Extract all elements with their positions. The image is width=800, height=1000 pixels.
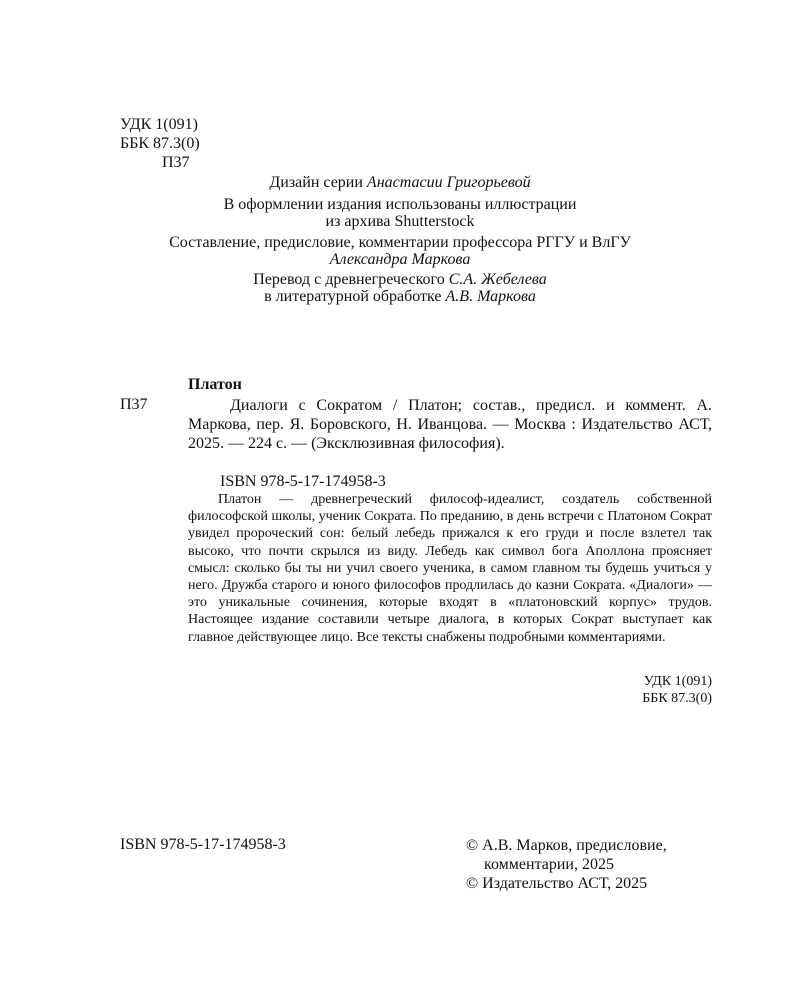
udk-code: УДК 1(091) bbox=[120, 116, 198, 133]
translator-name: С.А. Жебелева bbox=[448, 271, 547, 288]
bib-description: Диалоги с Сократом / Платон; состав., предисл. и коммент. А. Маркова, пер. Я. Боровского, Н. Иванцова. — Москва : Издательство АСТ, 2025. — 224 с. — (Эксклюзивная философия). bbox=[188, 397, 712, 452]
design-name: Анастасии Григорьевой bbox=[366, 174, 531, 191]
illustrations-credit-line1: В оформлении издания использованы иллюстрации bbox=[223, 196, 577, 213]
copyright-block bbox=[466, 836, 667, 893]
bbk-code: ББК 87.3(0) bbox=[120, 135, 200, 152]
illustrations-credit-line2: из архива Shutterstock bbox=[325, 213, 475, 230]
copyright-line-1: © А.В. Марков, предисловие, bbox=[466, 837, 667, 854]
translation-label: Перевод с древнегреческого bbox=[253, 271, 445, 288]
footer-isbn: ISBN 978-5-17-174958-3 bbox=[120, 836, 286, 853]
classification-block-bottom bbox=[540, 673, 712, 707]
bib-bbk-code: ББК 87.3(0) bbox=[642, 691, 712, 706]
annotation-paragraph: Платон — древнегреческий философ-идеалист, создатель собственной философской школы, ученик Сократа. По преданию, в день встречи с Платоном Сократ увидел пророческий сон: белый лебедь прижался к его груди и после взлетел так высоко, что почти скрылся из виду. Лебедь как символ бога Аполлона проясняет смысл: сколько бы ты ни учил своего ученика, в самом главном ты будешь учиться у него. Дружба старого и юного философов продлилась до казни Сократа. «Диалоги» — это уникальные сочинения, которые входят в «платоновский корпус» трудов. Настоящее издание составили четыре диалога, в которых Сократ выступает как главное действующее лицо. Все тексты снабжены подробными комментариями. bbox=[188, 492, 712, 645]
series-design-credit bbox=[0, 174, 800, 192]
bib-isbn: ISBN 978-5-17-174958-3 bbox=[220, 473, 386, 490]
adaptation-credit bbox=[0, 288, 800, 306]
design-label: Дизайн серии bbox=[269, 174, 363, 191]
copyright-line-3: © Издательство АСТ, 2025 bbox=[466, 875, 648, 892]
compiler-name-text: Александра Маркова bbox=[329, 251, 471, 268]
bib-udk-code: УДК 1(091) bbox=[643, 674, 712, 689]
adaptation-label: в литературной обработке bbox=[264, 288, 442, 305]
bib-author-mark: П37 bbox=[120, 396, 148, 413]
bib-author: Платон bbox=[188, 376, 242, 393]
copyright-line-2: комментарии, 2025 bbox=[484, 856, 614, 873]
compiler-credit: Составление, предисловие, комментарии профессора РГГУ и ВлГУ bbox=[169, 234, 631, 251]
compiler-name bbox=[0, 251, 800, 269]
classification-block-top bbox=[120, 115, 200, 172]
author-mark: П37 bbox=[162, 154, 190, 171]
translation-credit bbox=[0, 271, 800, 289]
adaptation-name: А.В. Маркова bbox=[445, 288, 536, 305]
